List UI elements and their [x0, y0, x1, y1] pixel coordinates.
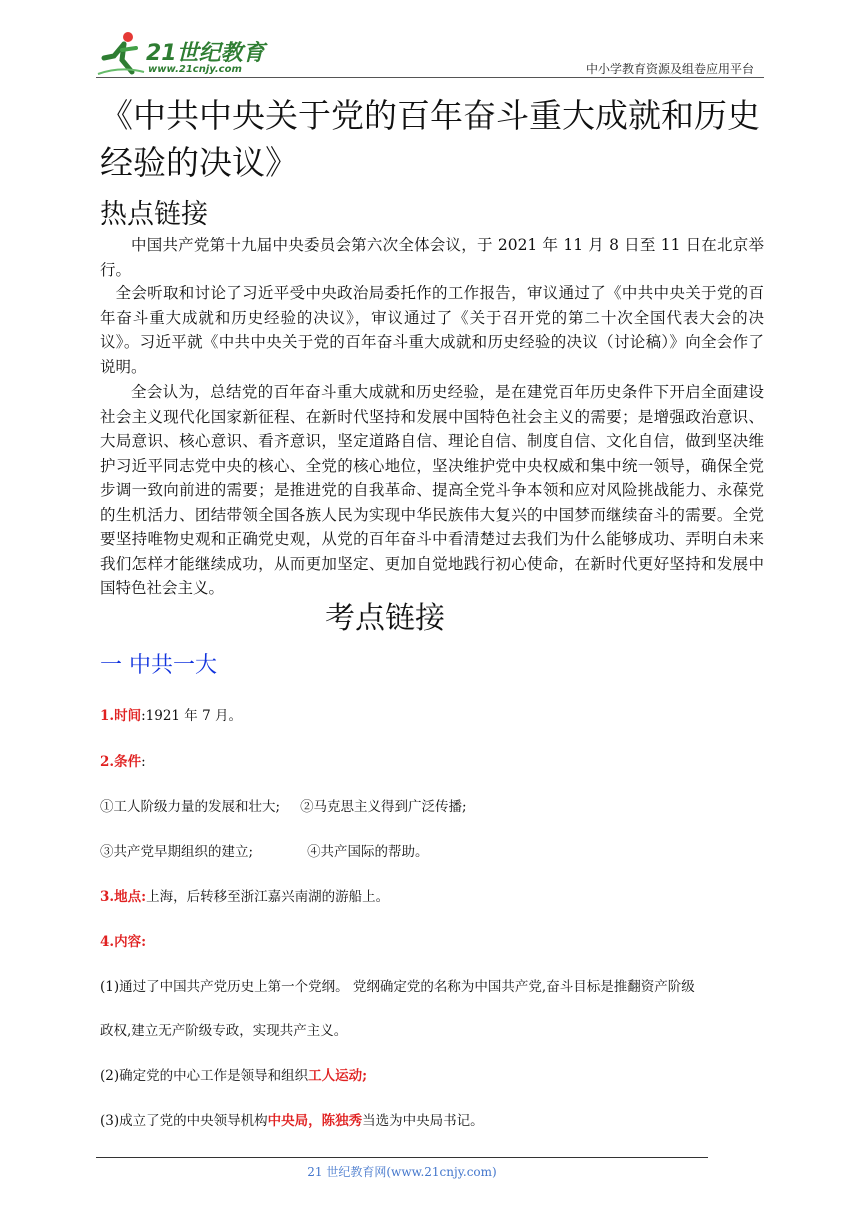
- condition-1: ①工人阶级力量的发展和壮大;: [100, 799, 281, 815]
- place-value: 上海，后转移至浙江嘉兴南湖的游船上。: [146, 889, 390, 905]
- content-3-highlight-person: 陈独秀: [321, 1113, 363, 1129]
- content-1-line-2: 政权,建立无产阶级专政，实现共产主义。: [100, 1023, 348, 1039]
- conditions-row-1: [100, 797, 770, 817]
- paragraph-3: [100, 380, 764, 601]
- content-label: 4.内容:: [100, 934, 147, 950]
- content-2-highlight: 工人运动;: [308, 1068, 368, 1084]
- content-3-highlight-bureau: 中央局: [267, 1113, 309, 1129]
- place-label: 3.地点:: [100, 889, 147, 905]
- item-conditions: [100, 752, 770, 772]
- conditions-row-2: [100, 842, 770, 862]
- content-3: [100, 1111, 770, 1131]
- time-label: 1.时间: [100, 708, 142, 724]
- time-value: :1921 年 7 月。: [141, 708, 242, 724]
- paragraph-2-text: 全会听取和讨论了习近平受中央政治局委托作的工作报告，审议通过了《中共中央关于党的百年奋斗重大成就和历史经验的决议》，审议通过了《关于召开党的第二十次全国代表大会的决议》。习近平就《中共中央关于党的百年奋斗重大成就和历史经验的决议（讨论稿）》向全会作了说明。: [100, 284, 764, 376]
- content-2-text: (2)确定党的中心工作是领导和组织: [100, 1068, 309, 1084]
- logo-text: 21世纪教育: [146, 41, 265, 66]
- content-3-comma: ，: [308, 1113, 322, 1129]
- subheading-first-congress: 一 中共一大: [100, 653, 217, 678]
- paragraph-1: [100, 233, 764, 282]
- condition-4: ④共产国际的帮助。: [307, 844, 429, 860]
- item-time: [100, 706, 770, 726]
- footer-divider: [96, 1157, 708, 1158]
- site-logo[interactable]: [96, 28, 266, 78]
- section-heading-exam-links: 考点链接: [325, 601, 445, 636]
- paragraph-3-text: 全会认为，总结党的百年奋斗重大成就和历史经验，是在建党百年历史条件下开启全面建设社会主义现代化国家新征程、在新时代坚持和发展中国特色社会主义的需要；是增强政治意识、大局意识、核心意识、看齐意识，坚定道路自信、理论自信、制度自信、文化自信，做到坚决维护习近平同志党中央的核心、全党的核心地位，坚决维护党中央权威和集中统一领导，确保全党步调一致向前进的需要；是推进党的自我革命、提高全党斗争本领和应对风险挑战能力、永葆党的生机活力、团结带领全国各族人民为实现中华民族伟大复兴的中国梦而继续奋斗的需要。全党要坚持唯物史观和正确党史观，从党的百年奋斗中看清楚过去我们为什么能够成功、弄明白未来我们怎样才能继续成功，从而更加坚定、更加自觉地践行初心使命，在新时代更好坚持和发展中国特色社会主义。: [100, 383, 764, 597]
- runner-logo-icon: [96, 28, 146, 78]
- content-1-line-1: (1)通过了中国共产党历史上第一个党纲。 党纲确定党的名称为中国共产党,奋斗目标是推翻资产阶级: [100, 979, 695, 995]
- document-title: 《中共中央关于党的百年奋斗重大成就和历史经验的决议》: [100, 96, 760, 182]
- header-divider: [96, 77, 764, 78]
- condition-2: ②马克思主义得到广泛传播;: [300, 799, 467, 815]
- paragraph-2: [100, 281, 764, 379]
- content-2: [100, 1066, 770, 1086]
- paragraph-1-text: 中国共产党第十九届中央委员会第六次全体会议，于 2021 年 11 月 8 日至 11 日在北京举行。: [100, 236, 764, 279]
- logo-url: www.21cnjy.com: [148, 64, 242, 75]
- item-place: [100, 887, 770, 907]
- content-3-text: (3)成立了党的中央领导机构: [100, 1113, 268, 1129]
- platform-name: 中小学教育资源及组卷应用平台: [585, 62, 754, 76]
- conditions-label: 2.条件: [100, 754, 142, 770]
- section-heading-hot-links: 热点链接: [100, 199, 208, 230]
- page-footer[interactable]: 21 世纪教育网(www.21cnjy.com): [307, 1165, 497, 1179]
- content-3-tail: 当选为中央局书记。: [362, 1113, 484, 1129]
- conditions-colon: :: [141, 754, 146, 770]
- page-header: [96, 24, 764, 80]
- item-content: [100, 932, 770, 952]
- condition-3: ③共产党早期组织的建立;: [100, 844, 254, 860]
